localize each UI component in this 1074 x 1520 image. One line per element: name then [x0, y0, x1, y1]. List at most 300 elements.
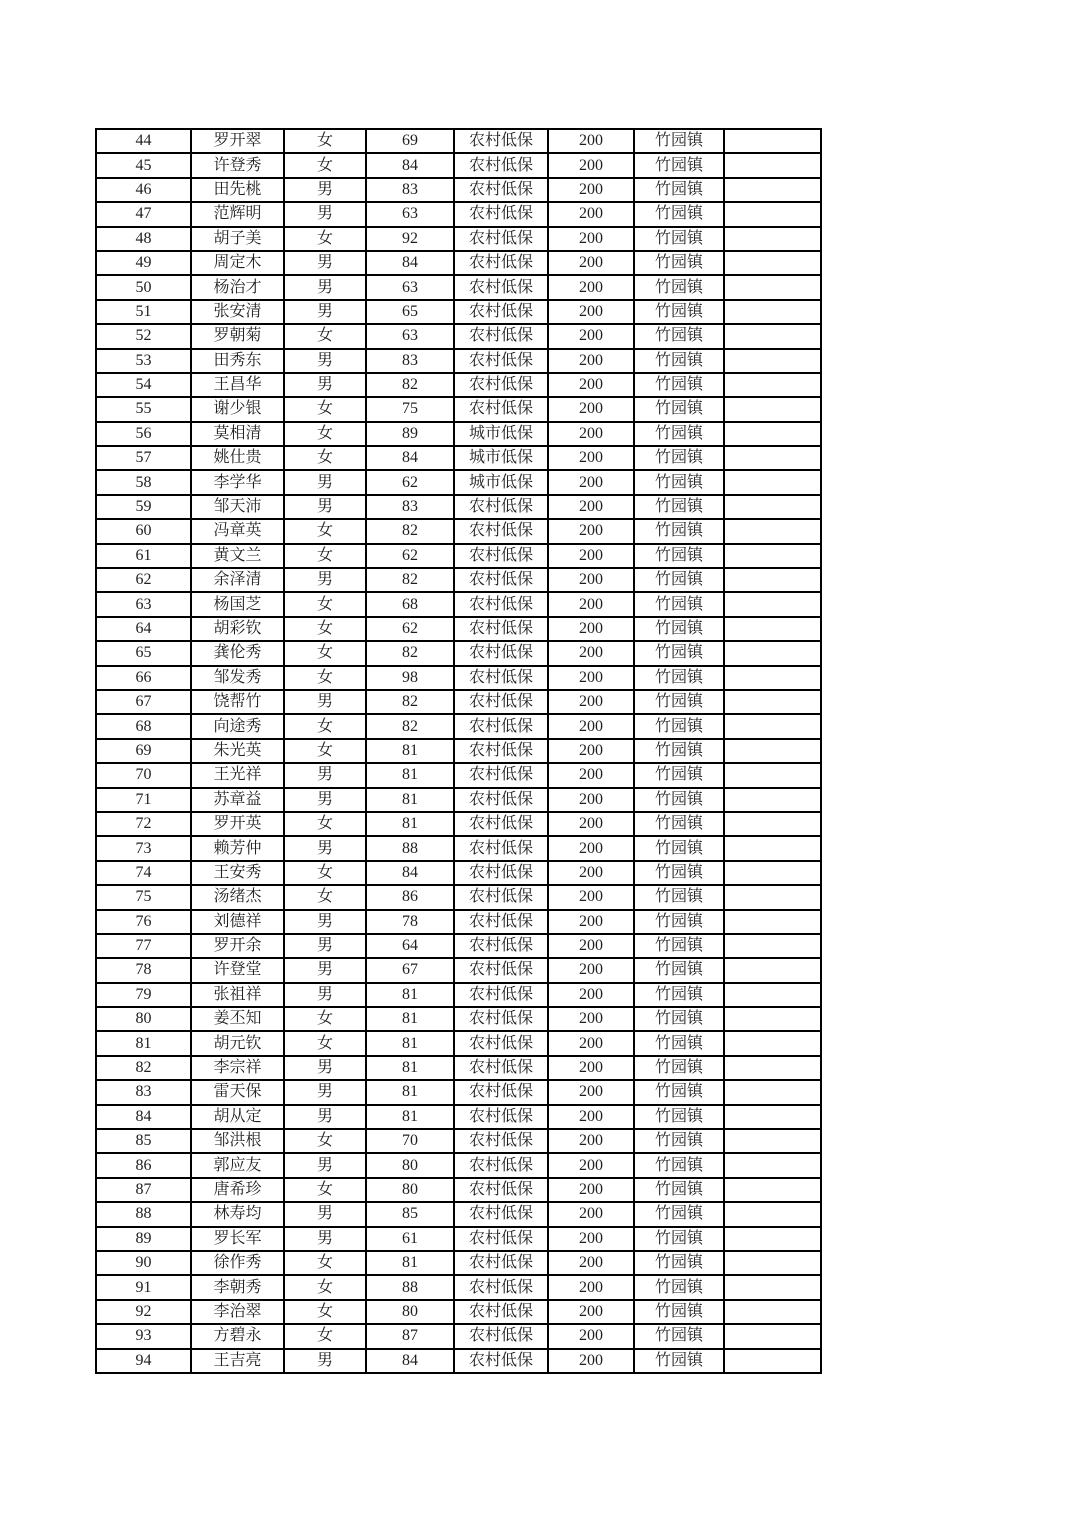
age-cell: 92	[366, 227, 454, 251]
note-cell	[724, 129, 821, 153]
note-cell	[724, 324, 821, 348]
serial-cell: 69	[96, 739, 191, 763]
name-cell: 李治翠	[191, 1300, 284, 1324]
category-cell: 农村低保	[454, 983, 548, 1007]
table-row	[96, 910, 821, 934]
note-cell	[724, 1227, 821, 1251]
town-cell: 竹园镇	[634, 373, 724, 397]
table-row	[96, 617, 821, 641]
note-cell	[724, 1300, 821, 1324]
serial-cell: 70	[96, 763, 191, 787]
category-cell: 农村低保	[454, 885, 548, 909]
table-row	[96, 324, 821, 348]
category-cell: 农村低保	[454, 861, 548, 885]
category-cell: 农村低保	[454, 1178, 548, 1202]
name-cell: 胡元钦	[191, 1031, 284, 1055]
town-cell: 竹园镇	[634, 1031, 724, 1055]
table-row	[96, 397, 821, 421]
name-cell: 罗朝菊	[191, 324, 284, 348]
serial-cell: 84	[96, 1105, 191, 1129]
note-cell	[724, 592, 821, 616]
gender-cell: 女	[284, 1300, 366, 1324]
town-cell: 竹园镇	[634, 129, 724, 153]
serial-cell: 93	[96, 1324, 191, 1348]
table-row	[96, 861, 821, 885]
category-cell: 农村低保	[454, 1007, 548, 1031]
serial-cell: 80	[96, 1007, 191, 1031]
table-row	[96, 470, 821, 494]
table-row	[96, 1031, 821, 1055]
age-cell: 82	[366, 641, 454, 665]
age-cell: 62	[366, 470, 454, 494]
gender-cell: 女	[284, 446, 366, 470]
town-cell: 竹园镇	[634, 836, 724, 860]
age-cell: 86	[366, 885, 454, 909]
age-cell: 82	[366, 519, 454, 543]
note-cell	[724, 934, 821, 958]
table-row	[96, 446, 821, 470]
table-row	[96, 153, 821, 177]
age-cell: 82	[366, 568, 454, 592]
town-cell: 竹园镇	[634, 714, 724, 738]
note-cell	[724, 1202, 821, 1226]
gender-cell: 男	[284, 275, 366, 299]
age-cell: 83	[366, 495, 454, 519]
gender-cell: 男	[284, 934, 366, 958]
amount-cell: 200	[548, 1324, 634, 1348]
age-cell: 84	[366, 861, 454, 885]
gender-cell: 女	[284, 1178, 366, 1202]
age-cell: 68	[366, 592, 454, 616]
age-cell: 64	[366, 934, 454, 958]
age-cell: 75	[366, 397, 454, 421]
gender-cell: 女	[284, 519, 366, 543]
serial-cell: 78	[96, 958, 191, 982]
town-cell: 竹园镇	[634, 958, 724, 982]
category-cell: 农村低保	[454, 1324, 548, 1348]
category-cell: 农村低保	[454, 1275, 548, 1299]
category-cell: 农村低保	[454, 324, 548, 348]
gender-cell: 女	[284, 885, 366, 909]
category-cell: 农村低保	[454, 153, 548, 177]
gender-cell: 男	[284, 763, 366, 787]
age-cell: 82	[366, 690, 454, 714]
amount-cell: 200	[548, 1007, 634, 1031]
serial-cell: 73	[96, 836, 191, 860]
town-cell: 竹园镇	[634, 1056, 724, 1080]
category-cell: 农村低保	[454, 275, 548, 299]
gender-cell: 男	[284, 568, 366, 592]
town-cell: 竹园镇	[634, 178, 724, 202]
amount-cell: 200	[548, 1153, 634, 1177]
serial-cell: 71	[96, 788, 191, 812]
note-cell	[724, 495, 821, 519]
town-cell: 竹园镇	[634, 1178, 724, 1202]
name-cell: 邹天沛	[191, 495, 284, 519]
category-cell: 农村低保	[454, 1349, 548, 1373]
serial-cell: 89	[96, 1227, 191, 1251]
table-row	[96, 958, 821, 982]
age-cell: 83	[366, 178, 454, 202]
name-cell: 罗长军	[191, 1227, 284, 1251]
note-cell	[724, 666, 821, 690]
category-cell: 农村低保	[454, 1105, 548, 1129]
town-cell: 竹园镇	[634, 1007, 724, 1031]
table-row	[96, 885, 821, 909]
category-cell: 农村低保	[454, 910, 548, 934]
name-cell: 朱光英	[191, 739, 284, 763]
table-row	[96, 934, 821, 958]
serial-cell: 58	[96, 470, 191, 494]
table-row	[96, 568, 821, 592]
name-cell: 田先桃	[191, 178, 284, 202]
age-cell: 88	[366, 1275, 454, 1299]
gender-cell: 男	[284, 470, 366, 494]
name-cell: 范辉明	[191, 202, 284, 226]
gender-cell: 男	[284, 983, 366, 1007]
gender-cell: 男	[284, 836, 366, 860]
category-cell: 农村低保	[454, 617, 548, 641]
table-row	[96, 714, 821, 738]
town-cell: 竹园镇	[634, 324, 724, 348]
note-cell	[724, 690, 821, 714]
table-row	[96, 275, 821, 299]
age-cell: 67	[366, 958, 454, 982]
town-cell: 竹园镇	[634, 495, 724, 519]
age-cell: 88	[366, 836, 454, 860]
category-cell: 农村低保	[454, 1227, 548, 1251]
name-cell: 许登秀	[191, 153, 284, 177]
age-cell: 81	[366, 1007, 454, 1031]
note-cell	[724, 739, 821, 763]
table-row	[96, 422, 821, 446]
amount-cell: 200	[548, 836, 634, 860]
note-cell	[724, 958, 821, 982]
age-cell: 81	[366, 763, 454, 787]
gender-cell: 女	[284, 129, 366, 153]
note-cell	[724, 1349, 821, 1373]
name-cell: 姚仕贵	[191, 446, 284, 470]
category-cell: 城市低保	[454, 446, 548, 470]
table-row	[96, 1300, 821, 1324]
amount-cell: 200	[548, 1178, 634, 1202]
gender-cell: 女	[284, 1275, 366, 1299]
table-row	[96, 1129, 821, 1153]
category-cell: 农村低保	[454, 568, 548, 592]
serial-cell: 46	[96, 178, 191, 202]
amount-cell: 200	[548, 373, 634, 397]
age-cell: 84	[366, 153, 454, 177]
serial-cell: 57	[96, 446, 191, 470]
age-cell: 81	[366, 1251, 454, 1275]
table-row	[96, 1007, 821, 1031]
category-cell: 农村低保	[454, 1129, 548, 1153]
category-cell: 农村低保	[454, 227, 548, 251]
age-cell: 62	[366, 617, 454, 641]
amount-cell: 200	[548, 1080, 634, 1104]
category-cell: 农村低保	[454, 1056, 548, 1080]
category-cell: 城市低保	[454, 422, 548, 446]
serial-cell: 86	[96, 1153, 191, 1177]
town-cell: 竹园镇	[634, 592, 724, 616]
serial-cell: 60	[96, 519, 191, 543]
category-cell: 农村低保	[454, 1153, 548, 1177]
serial-cell: 66	[96, 666, 191, 690]
amount-cell: 200	[548, 544, 634, 568]
town-cell: 竹园镇	[634, 983, 724, 1007]
gender-cell: 男	[284, 349, 366, 373]
amount-cell: 200	[548, 1275, 634, 1299]
gender-cell: 女	[284, 1129, 366, 1153]
name-cell: 余泽清	[191, 568, 284, 592]
note-cell	[724, 422, 821, 446]
gender-cell: 女	[284, 861, 366, 885]
name-cell: 饶帮竹	[191, 690, 284, 714]
town-cell: 竹园镇	[634, 519, 724, 543]
table-row	[96, 788, 821, 812]
note-cell	[724, 714, 821, 738]
town-cell: 竹园镇	[634, 422, 724, 446]
serial-cell: 63	[96, 592, 191, 616]
category-cell: 城市低保	[454, 470, 548, 494]
town-cell: 竹园镇	[634, 763, 724, 787]
town-cell: 竹园镇	[634, 1153, 724, 1177]
name-cell: 张安清	[191, 300, 284, 324]
town-cell: 竹园镇	[634, 470, 724, 494]
serial-cell: 83	[96, 1080, 191, 1104]
town-cell: 竹园镇	[634, 349, 724, 373]
gender-cell: 女	[284, 1324, 366, 1348]
category-cell: 农村低保	[454, 592, 548, 616]
age-cell: 65	[366, 300, 454, 324]
serial-cell: 87	[96, 1178, 191, 1202]
amount-cell: 200	[548, 763, 634, 787]
amount-cell: 200	[548, 1031, 634, 1055]
serial-cell: 72	[96, 812, 191, 836]
category-cell: 农村低保	[454, 1300, 548, 1324]
gender-cell: 男	[284, 1105, 366, 1129]
category-cell: 农村低保	[454, 544, 548, 568]
amount-cell: 200	[548, 568, 634, 592]
table-row	[96, 1178, 821, 1202]
town-cell: 竹园镇	[634, 1275, 724, 1299]
serial-cell: 45	[96, 153, 191, 177]
name-cell: 罗开英	[191, 812, 284, 836]
age-cell: 80	[366, 1178, 454, 1202]
gender-cell: 女	[284, 739, 366, 763]
table-row	[96, 178, 821, 202]
table-row	[96, 592, 821, 616]
amount-cell: 200	[548, 153, 634, 177]
note-cell	[724, 1056, 821, 1080]
amount-cell: 200	[548, 275, 634, 299]
gender-cell: 男	[284, 1349, 366, 1373]
table-row	[96, 373, 821, 397]
category-cell: 农村低保	[454, 812, 548, 836]
serial-cell: 64	[96, 617, 191, 641]
age-cell: 80	[366, 1153, 454, 1177]
gender-cell: 女	[284, 1251, 366, 1275]
town-cell: 竹园镇	[634, 568, 724, 592]
serial-cell: 55	[96, 397, 191, 421]
name-cell: 李宗祥	[191, 1056, 284, 1080]
note-cell	[724, 910, 821, 934]
gender-cell: 女	[284, 666, 366, 690]
town-cell: 竹园镇	[634, 1080, 724, 1104]
gender-cell: 女	[284, 714, 366, 738]
note-cell	[724, 641, 821, 665]
table-body	[96, 129, 821, 1373]
town-cell: 竹园镇	[634, 788, 724, 812]
town-cell: 竹园镇	[634, 690, 724, 714]
table-row	[96, 251, 821, 275]
amount-cell: 200	[548, 592, 634, 616]
serial-cell: 92	[96, 1300, 191, 1324]
serial-cell: 47	[96, 202, 191, 226]
town-cell: 竹园镇	[634, 1227, 724, 1251]
category-cell: 农村低保	[454, 178, 548, 202]
gender-cell: 女	[284, 812, 366, 836]
serial-cell: 51	[96, 300, 191, 324]
gender-cell: 女	[284, 227, 366, 251]
note-cell	[724, 519, 821, 543]
amount-cell: 200	[548, 446, 634, 470]
category-cell: 农村低保	[454, 836, 548, 860]
age-cell: 81	[366, 788, 454, 812]
category-cell: 农村低保	[454, 763, 548, 787]
town-cell: 竹园镇	[634, 910, 724, 934]
serial-cell: 90	[96, 1251, 191, 1275]
table-row	[96, 1349, 821, 1373]
gender-cell: 男	[284, 178, 366, 202]
gender-cell: 男	[284, 788, 366, 812]
age-cell: 84	[366, 1349, 454, 1373]
gender-cell: 男	[284, 202, 366, 226]
amount-cell: 200	[548, 129, 634, 153]
table-row	[96, 1202, 821, 1226]
serial-cell: 54	[96, 373, 191, 397]
age-cell: 81	[366, 1105, 454, 1129]
age-cell: 63	[366, 324, 454, 348]
age-cell: 61	[366, 1227, 454, 1251]
town-cell: 竹园镇	[634, 641, 724, 665]
serial-cell: 76	[96, 910, 191, 934]
amount-cell: 200	[548, 422, 634, 446]
town-cell: 竹园镇	[634, 1202, 724, 1226]
table-row	[96, 227, 821, 251]
table-row	[96, 1105, 821, 1129]
serial-cell: 59	[96, 495, 191, 519]
town-cell: 竹园镇	[634, 1300, 724, 1324]
amount-cell: 200	[548, 1056, 634, 1080]
amount-cell: 200	[548, 1105, 634, 1129]
table-row	[96, 1056, 821, 1080]
amount-cell: 200	[548, 788, 634, 812]
town-cell: 竹园镇	[634, 153, 724, 177]
category-cell: 农村低保	[454, 958, 548, 982]
serial-cell: 79	[96, 983, 191, 1007]
amount-cell: 200	[548, 1349, 634, 1373]
category-cell: 农村低保	[454, 714, 548, 738]
town-cell: 竹园镇	[634, 885, 724, 909]
age-cell: 82	[366, 373, 454, 397]
table-row	[96, 519, 821, 543]
name-cell: 黄文兰	[191, 544, 284, 568]
table-row	[96, 1227, 821, 1251]
age-cell: 82	[366, 714, 454, 738]
town-cell: 竹园镇	[634, 251, 724, 275]
age-cell: 83	[366, 349, 454, 373]
name-cell: 汤绪杰	[191, 885, 284, 909]
category-cell: 农村低保	[454, 251, 548, 275]
note-cell	[724, 1251, 821, 1275]
note-cell	[724, 836, 821, 860]
age-cell: 81	[366, 983, 454, 1007]
town-cell: 竹园镇	[634, 1129, 724, 1153]
note-cell	[724, 983, 821, 1007]
table-row	[96, 1153, 821, 1177]
age-cell: 70	[366, 1129, 454, 1153]
serial-cell: 48	[96, 227, 191, 251]
name-cell: 周定木	[191, 251, 284, 275]
gender-cell: 男	[284, 373, 366, 397]
table-row	[96, 836, 821, 860]
town-cell: 竹园镇	[634, 666, 724, 690]
note-cell	[724, 397, 821, 421]
amount-cell: 200	[548, 1227, 634, 1251]
amount-cell: 200	[548, 714, 634, 738]
age-cell: 81	[366, 739, 454, 763]
note-cell	[724, 178, 821, 202]
town-cell: 竹园镇	[634, 227, 724, 251]
name-cell: 杨治才	[191, 275, 284, 299]
serial-cell: 44	[96, 129, 191, 153]
table-row	[96, 690, 821, 714]
category-cell: 农村低保	[454, 202, 548, 226]
gender-cell: 女	[284, 1031, 366, 1055]
age-cell: 85	[366, 1202, 454, 1226]
name-cell: 田秀东	[191, 349, 284, 373]
town-cell: 竹园镇	[634, 861, 724, 885]
name-cell: 罗开翠	[191, 129, 284, 153]
note-cell	[724, 1105, 821, 1129]
name-cell: 雷天保	[191, 1080, 284, 1104]
category-cell: 农村低保	[454, 495, 548, 519]
amount-cell: 200	[548, 227, 634, 251]
note-cell	[724, 861, 821, 885]
town-cell: 竹园镇	[634, 1105, 724, 1129]
note-cell	[724, 349, 821, 373]
gender-cell: 女	[284, 397, 366, 421]
name-cell: 胡子美	[191, 227, 284, 251]
gender-cell: 男	[284, 300, 366, 324]
note-cell	[724, 1007, 821, 1031]
name-cell: 杨国芝	[191, 592, 284, 616]
note-cell	[724, 544, 821, 568]
town-cell: 竹园镇	[634, 446, 724, 470]
amount-cell: 200	[548, 861, 634, 885]
gender-cell: 男	[284, 1227, 366, 1251]
note-cell	[724, 153, 821, 177]
name-cell: 谢少银	[191, 397, 284, 421]
age-cell: 62	[366, 544, 454, 568]
category-cell: 农村低保	[454, 739, 548, 763]
name-cell: 赖芳仲	[191, 836, 284, 860]
serial-cell: 85	[96, 1129, 191, 1153]
table-row	[96, 1080, 821, 1104]
serial-cell: 65	[96, 641, 191, 665]
amount-cell: 200	[548, 641, 634, 665]
